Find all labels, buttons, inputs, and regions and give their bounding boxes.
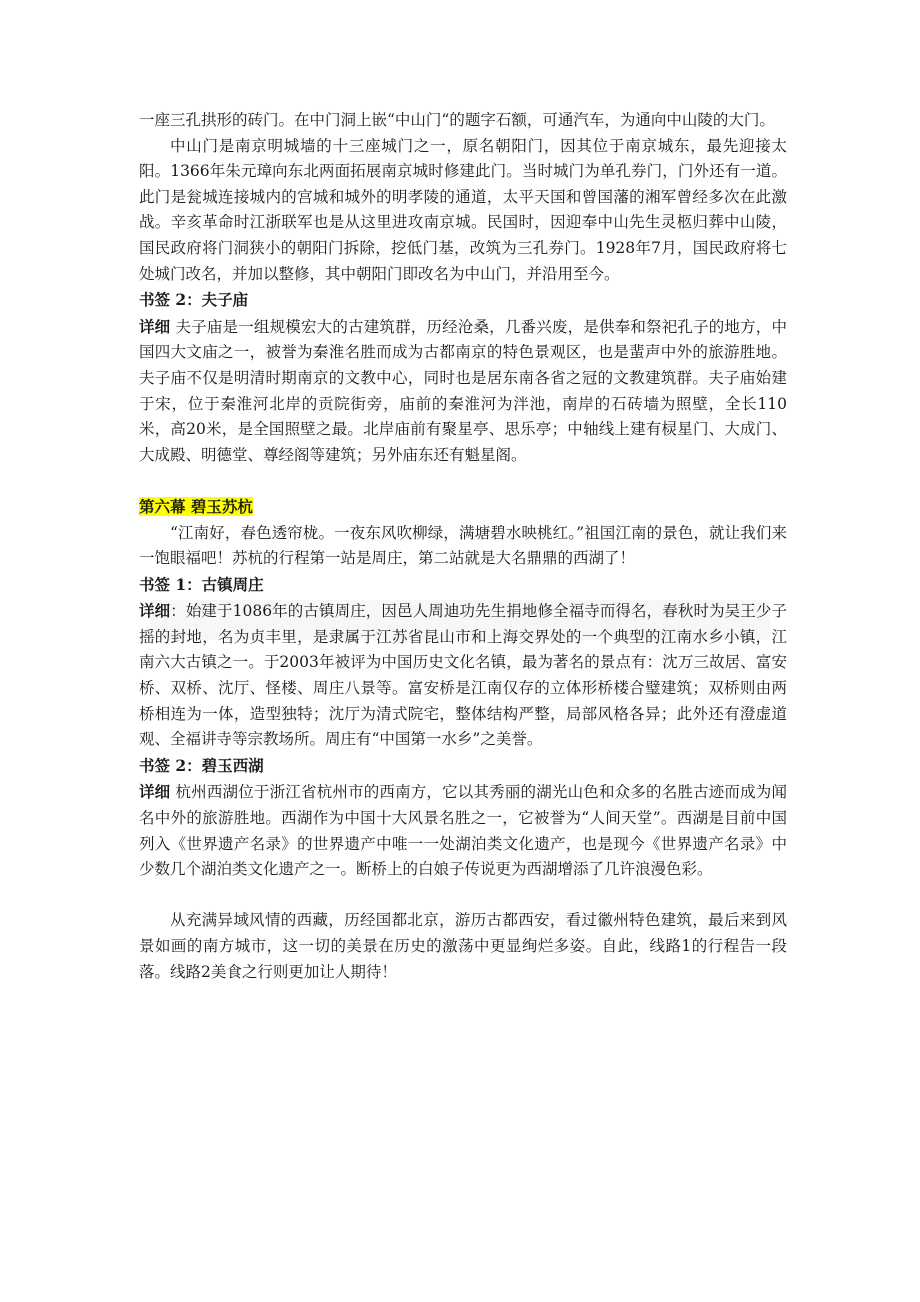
act-title-highlighted: 第六幕 碧玉苏杭: [139, 496, 253, 516]
detail-text: 杭州西湖位于浙江省杭州市的西南方，它以其秀丽的湖光山色和众多的名胜古迹而成为闻名中外的旅游胜地。西湖作为中国十大风景名胜之一，它被誉为“人间天堂”。西湖是目前中国列入《世界遗产名录》的世界遗产中唯一一处湖泊类文化遗产，也是现今《世界遗产名录》中少数几个湖泊类文化遗产之一。断桥上的白娘子传说更为西湖增添了几许浪漫色彩。: [139, 783, 787, 879]
zhongshanmen-paragraph: 中山门是南京明城墙的十三座城门之一，原名朝阳门，因其位于南京城东，最先迎接太阳。1366年朱元璋向东北两面拓展南京城时修建此门。当时城门为单孔券门，门外还有一道。此门是瓮城连接城内的宫城和城外的明孝陵的通道，太平天国和曾国藩的湘军曾经多次在此激战。辛亥革命时江浙联军也是从这里进攻南京城。民国时，因迎奉中山先生灵柩归葬中山陵，国民政府将门洞狭小的朝阳门拆除，挖低门基，改筑为三孔券门。1928年7月，国民政府将七处城门改名，并加以整修，其中朝阳门即改名为中山门，并沿用至今。: [139, 136, 787, 283]
blank-line: [139, 468, 787, 494]
detail-label: 详细: [139, 782, 171, 802]
bookmark-label: 书签 1：古镇周庄: [139, 574, 264, 594]
bookmark-xihu-heading: [139, 753, 787, 780]
document-page: [139, 108, 787, 985]
bookmark-zhouzhuang-detail: [139, 598, 787, 753]
bookmark-fuzimiao-detail: [139, 314, 787, 469]
detail-text: 夫子庙是一组规模宏大的古建筑群，历经沧桑，几番兴废，是供奉和祭祀孔子的地方，中国四大文庙之一，被誉为秦淮名胜而成为古都南京的特色景观区，也是蜚声中外的旅游胜地。夫子庙不仅是明清时期南京的文教中心，同时也是居东南各省之冠的文教建筑群。夫子庙始建于宋，位于秦淮河北岸的贡院街旁，庙前的秦淮河为泮池，南岸的石砖墙为照壁，全长110米，高20米，是全国照壁之最。北岸庙前有聚星亭、思乐亭；中轴线上建有棂星门、大成门、大成殿、明德堂、尊经阁等建筑；另外庙东还有魁星阁。: [139, 317, 787, 464]
blank-line: [139, 883, 787, 909]
bookmark-fuzimiao-heading: [139, 287, 787, 314]
bookmark-label: 书签 2：夫子庙: [139, 290, 249, 310]
act6-intro-paragraph: “江南好，春色透帘栊。一夜东风吹柳绿，满塘碧水映桃红。”祖国江南的景色，就让我们来一饱眼福吧！苏杭的行程第一站是周庄，第二站就是大名鼎鼎的西湖了！: [139, 523, 787, 568]
bookmark-label: 书签 2：碧玉西湖: [139, 755, 264, 775]
bookmark-xihu-detail: [139, 779, 787, 882]
intro-paragraph: 一座三孔拱形的砖门。在中门洞上嵌“中山门“的题字石额，可通汽车，为通向中山陵的大门。: [139, 111, 775, 129]
closing-paragraph: 从充满异域风情的西藏，历经国都北京，游历古都西安，看过徽州特色建筑，最后来到风景如画的南方城市，这一切的美景在历史的激荡中更显绚烂多姿。自此，线路1的行程告一段落。线路2美食之行则更加让人期待！: [139, 911, 787, 981]
detail-label: 详细: [139, 601, 171, 621]
act6-heading: [139, 494, 787, 521]
detail-label: 详细: [139, 316, 171, 336]
detail-text: ：始建于1086年的古镇周庄，因邑人周迪功先生捐地修全福寺而得名，春秋时为吴王少子摇的封地，名为贞丰里，是隶属于江苏省昆山市和上海交界处的一个典型的江南水乡小镇，江南六大古镇之一。于2003年被评为中国历史文化名镇，最为著名的景点有：沈万三故居、富安桥、双桥、沈厅、怪楼、周庄八景等。富安桥是江南仅存的立体形桥楼合璧建筑；双桥则由两桥相连为一体，造型独特；沈厅为清式院宅，整体结构严整，局部风格各异；此外还有澄虚道观、全福讲寺等宗教场所。周庄有“中国第一水乡”之美誉。: [139, 602, 787, 749]
bookmark-zhouzhuang-heading: [139, 572, 787, 599]
